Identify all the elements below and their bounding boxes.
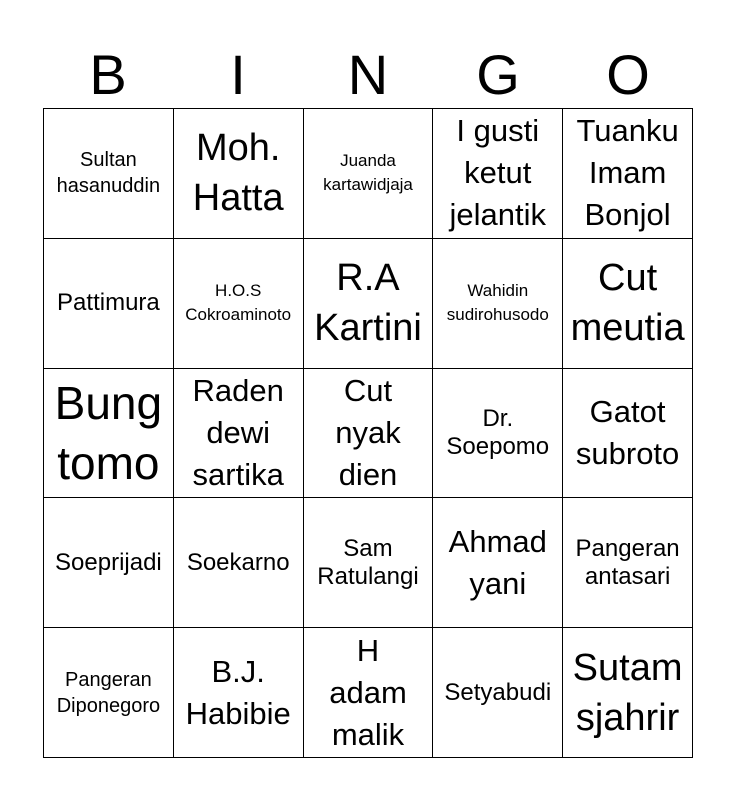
- cell-text: Setyabudi: [444, 678, 552, 706]
- bingo-cell[interactable]: [44, 109, 174, 239]
- bingo-cell[interactable]: [44, 239, 174, 369]
- bingo-cell[interactable]: [174, 239, 304, 369]
- cell-text: Sutam sjahrir: [572, 646, 683, 739]
- cell-text: H.O.S Cokroaminoto: [185, 281, 292, 325]
- bingo-cell[interactable]: [433, 109, 563, 239]
- bingo-cell[interactable]: [174, 498, 304, 628]
- bingo-cell[interactable]: [433, 498, 563, 628]
- cell-text: Dr. Soepomo: [446, 404, 550, 460]
- bingo-cell[interactable]: [44, 628, 174, 758]
- cell-text: Pattimura: [57, 289, 160, 317]
- cell-text: Bung tomo: [54, 376, 163, 489]
- cell-text: Raden dewi sartika: [192, 372, 284, 492]
- bingo-cell[interactable]: [563, 239, 693, 369]
- bingo-cell[interactable]: [44, 369, 174, 499]
- bingo-cell[interactable]: [304, 628, 434, 758]
- header-letter-i: I: [230, 43, 246, 106]
- bingo-cell[interactable]: [433, 239, 563, 369]
- bingo-cell[interactable]: [433, 628, 563, 758]
- cell-text: Moh. Hatta: [192, 127, 284, 220]
- bingo-cell[interactable]: [304, 239, 434, 369]
- cell-text: Tuanku Imam Bonjol: [576, 113, 679, 233]
- bingo-cell[interactable]: [44, 498, 174, 628]
- bingo-cell[interactable]: [433, 369, 563, 499]
- cell-text: Wahidin sudirohusodo: [446, 281, 549, 325]
- bingo-header: [43, 44, 693, 106]
- cell-text: Soeprijadi: [55, 548, 162, 576]
- cell-text: R.A Kartini: [314, 257, 422, 350]
- bingo-cell[interactable]: [563, 498, 693, 628]
- cell-text: Sultan hasanuddin: [56, 149, 161, 198]
- cell-text: Sam Ratulangi: [317, 534, 419, 590]
- cell-text: B.J. Habibie: [185, 653, 291, 731]
- cell-text: Pangeran Diponegoro: [56, 668, 161, 717]
- header-letter-b: B: [89, 43, 127, 106]
- bingo-cell[interactable]: [304, 109, 434, 239]
- bingo-card: [43, 108, 693, 758]
- cell-text: Pangeran antasari: [575, 534, 680, 590]
- bingo-cell[interactable]: [174, 628, 304, 758]
- header-letter-n: N: [347, 43, 389, 106]
- bingo-cell[interactable]: [304, 498, 434, 628]
- cell-text: Cut meutia: [570, 257, 685, 350]
- cell-text: Ahmad yani: [448, 523, 547, 601]
- cell-text: H adam malik: [329, 632, 407, 752]
- header-letter-o: O: [606, 43, 650, 106]
- bingo-cell[interactable]: [174, 109, 304, 239]
- header-letter-g: G: [476, 43, 520, 106]
- cell-text: Cut nyak dien: [335, 372, 401, 492]
- bingo-cell[interactable]: [563, 628, 693, 758]
- bingo-cell[interactable]: [304, 369, 434, 499]
- cell-text: I gusti ketut jelantik: [449, 113, 547, 233]
- cell-text: Gatot subroto: [575, 393, 680, 471]
- bingo-cell[interactable]: [563, 369, 693, 499]
- bingo-cell[interactable]: [563, 109, 693, 239]
- bingo-cell[interactable]: [174, 369, 304, 499]
- cell-text: Soekarno: [186, 548, 290, 576]
- cell-text: Juanda kartawidjaja: [323, 151, 413, 195]
